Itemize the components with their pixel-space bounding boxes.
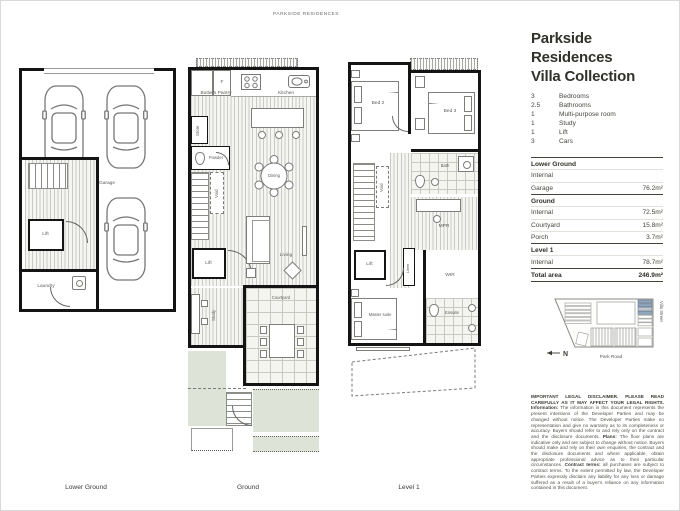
floorplan-lower-ground xyxy=(19,68,176,312)
caption-level1: Level 1 xyxy=(398,484,420,491)
mpr-desk xyxy=(416,199,461,212)
disclaimer-text: The information in this document represents the present intentions of the Developer Parties and may be changed without notice. The Developer Parties make no representation and give no warranty as to its completeness or accuracy. Buyers should refer to and rely only on the contract and the disclosure documents. xyxy=(531,405,664,439)
room-label-butlers-pantry: Butler's Pantry xyxy=(200,91,232,96)
room-label-laundry: Laundry xyxy=(37,284,55,289)
map-block xyxy=(615,328,636,346)
table-section-heading: Lower Ground xyxy=(531,157,663,169)
room-label-lift: Lift xyxy=(205,261,212,266)
linen-closet xyxy=(403,248,415,286)
washer-icon xyxy=(72,276,86,290)
room-label-courtyard: Courtyard xyxy=(271,295,291,300)
row-label: Courtyard xyxy=(531,221,560,229)
chair-icon xyxy=(297,350,304,358)
room-label-bed3: Bed 3 xyxy=(443,109,457,114)
stool-icon xyxy=(292,131,300,139)
exterior-wall xyxy=(410,70,481,73)
exterior-wall xyxy=(188,345,246,348)
row-value: 72.5m² xyxy=(642,209,663,217)
lift-shaft xyxy=(354,250,386,280)
room-label-wir: WIR xyxy=(445,273,455,278)
table-row xyxy=(531,219,663,231)
room-label-master: Master suite xyxy=(368,312,392,317)
north-arrow-icon xyxy=(547,351,568,358)
balcony-strip xyxy=(410,58,478,70)
row-label: Garage xyxy=(531,184,553,192)
chair-icon xyxy=(297,326,304,334)
room-label-void: Void xyxy=(213,189,219,199)
exterior-wall xyxy=(243,383,319,386)
table-row xyxy=(531,182,663,194)
table-section-heading: Level 1 xyxy=(531,243,663,255)
side-table xyxy=(246,268,256,278)
street-label-park-road: Park Road xyxy=(599,355,623,360)
sink-icon xyxy=(288,75,310,88)
basin-icon xyxy=(468,304,476,312)
caption-lower-ground: Lower Ground xyxy=(65,484,107,491)
row-value: 3.7m² xyxy=(646,234,663,242)
lift-shaft xyxy=(192,248,226,279)
study-desk xyxy=(191,294,200,334)
villa-row xyxy=(638,300,652,326)
disclaimer-text: all purchases are subject to contract terms. To the extent permitted by law, the Developer Parties expressly disclaim any liability for any loss or damage suffered as a result of a buyer's reliance on any information contained in this document. xyxy=(531,462,665,491)
cooktop-icon xyxy=(241,74,261,90)
room-label-bath: Bath xyxy=(440,163,450,168)
amenity-row xyxy=(531,112,666,119)
map-block xyxy=(638,338,652,346)
disclaimer-text: The floor plans are indicative only and are subject to change without notice. Buyers should make and rely on their own enquiries, the contract and the disclosure documents and where applicable, obtain appropriate professional advice as to their particular circumstances. xyxy=(531,433,664,468)
amenity-qty: 1 xyxy=(531,119,535,127)
floorplan-level1 xyxy=(348,58,481,400)
room-label-linen: Linen xyxy=(406,263,410,273)
disclaimer-keyword: Contract terms: xyxy=(564,462,601,468)
bathroom xyxy=(411,153,478,194)
exterior-wall xyxy=(478,70,481,346)
wardrobe xyxy=(415,76,425,88)
bedside-table xyxy=(351,289,359,297)
amenity-qty: 1 xyxy=(531,128,535,136)
interior-wall xyxy=(423,250,426,298)
amenity-label: Bedrooms xyxy=(559,93,590,100)
room-label-lift: Lift xyxy=(366,262,373,267)
room-label-kitchen: Kitchen xyxy=(278,91,294,96)
stairs xyxy=(353,163,375,241)
lawn-right xyxy=(253,389,319,432)
amenity-label: Multi-purpose room xyxy=(559,110,616,118)
bed-icon xyxy=(351,298,397,340)
document-title-line2: Villa Collection xyxy=(531,68,636,85)
roof-outline-dashed xyxy=(348,346,481,400)
stool-icon xyxy=(275,131,283,139)
stairs xyxy=(191,172,209,240)
store-room xyxy=(191,116,208,144)
row-label: Internal xyxy=(531,209,553,217)
amenity-label: Cars xyxy=(559,137,573,145)
tv-unit xyxy=(302,226,307,256)
table-row xyxy=(531,255,663,267)
basin-icon xyxy=(468,324,476,332)
table-section-heading: Ground xyxy=(531,194,663,206)
room-label-fridge: F xyxy=(220,80,224,85)
row-value: 15.8m² xyxy=(642,221,663,229)
shower-icon xyxy=(458,156,474,172)
amenity-row xyxy=(531,103,666,110)
wardrobe xyxy=(415,118,425,130)
porch xyxy=(191,428,233,451)
interior-wall xyxy=(22,269,99,272)
stairs xyxy=(28,163,68,189)
row-label: Porch xyxy=(531,234,549,242)
chair-icon xyxy=(433,215,441,223)
void-area xyxy=(210,172,224,214)
car-icon xyxy=(104,83,148,171)
interior-wall xyxy=(96,157,99,312)
chair-icon xyxy=(201,318,208,325)
outdoor-table-icon xyxy=(269,324,295,358)
floorplan-ground xyxy=(188,58,319,456)
street-label-villa-street: Villa Street xyxy=(659,301,664,322)
legal-disclaimer xyxy=(531,394,664,491)
amenity-label: Bathrooms xyxy=(559,101,591,109)
courtyard xyxy=(246,288,316,386)
amenity-qty: 3 xyxy=(531,93,535,100)
room-label-dining: Dining xyxy=(268,173,280,178)
garage-door xyxy=(44,68,154,74)
exterior-wall xyxy=(316,67,319,386)
row-value: 78.7m² xyxy=(642,258,663,266)
boundary-dashed-line xyxy=(188,388,246,389)
row-label: Internal xyxy=(531,258,553,266)
amenity-row xyxy=(531,94,666,101)
room-label-study: Study xyxy=(211,309,216,321)
amenity-label: Lift xyxy=(559,128,568,136)
table-total-row xyxy=(531,268,663,283)
room-label-store: Store xyxy=(195,125,200,136)
chair-icon xyxy=(260,350,267,358)
bedside-table xyxy=(351,70,360,78)
chair-icon xyxy=(201,300,208,307)
basin-icon xyxy=(431,178,439,186)
document-title xyxy=(531,29,671,86)
amenity-qty: 1 xyxy=(531,110,535,118)
room-label-lift: Lift xyxy=(42,232,49,237)
deck-strip xyxy=(196,58,298,67)
row-label: Internal xyxy=(531,172,553,180)
table-row xyxy=(531,231,663,243)
disclaimer-keyword: Information: xyxy=(531,405,559,411)
caption-ground: Ground xyxy=(237,484,259,491)
amenity-row xyxy=(531,139,666,146)
disclaimer-lead: IMPORTANT LEGAL DISCLAIMER. PLEASE READ CAREFULLY AS IT MAY AFFECT YOUR LEGAL RIGHTS. xyxy=(531,394,664,405)
interior-wall xyxy=(411,149,481,152)
amenity-label: Study xyxy=(559,119,576,127)
room-label-garage: Garage xyxy=(99,181,115,186)
row-value: 76.2m² xyxy=(642,184,663,192)
void-area xyxy=(376,166,389,208)
amenity-qty: 3 xyxy=(531,137,535,145)
chair-icon xyxy=(260,326,267,334)
table-row xyxy=(531,206,663,218)
area-schedule-table xyxy=(531,157,663,282)
page-header-title: PARKSIDE RESIDENCES xyxy=(273,12,339,17)
room-label-bed2: Bed 2 xyxy=(371,101,385,106)
map-block xyxy=(638,328,652,336)
room-label-void: Void xyxy=(379,183,384,193)
exterior-wall xyxy=(348,62,412,65)
total-value: 246.9m² xyxy=(638,271,663,279)
map-block xyxy=(591,328,613,346)
car-icon xyxy=(104,195,148,283)
amenity-qty: 2.5 xyxy=(531,101,541,109)
lawn-strip xyxy=(253,436,319,452)
island-bench xyxy=(251,108,304,128)
highlighted-unit xyxy=(638,304,652,307)
toilet-icon xyxy=(415,175,425,188)
stool-icon xyxy=(258,131,266,139)
total-label: Total area xyxy=(531,271,562,279)
ensuite xyxy=(426,298,478,343)
chair-icon xyxy=(260,338,267,346)
interior-wall xyxy=(408,62,411,134)
document-title-line1: Parkside Residences xyxy=(531,30,613,66)
room-label-powder: Powder xyxy=(208,155,224,160)
lift-shaft xyxy=(28,219,64,251)
bedside-table xyxy=(351,134,360,142)
disclaimer-keyword: Plans: xyxy=(602,433,617,439)
amenities-list xyxy=(531,94,666,148)
room-label-living: Living xyxy=(279,253,293,258)
north-label: N xyxy=(563,351,569,358)
room-label-ensuite: Ensuite xyxy=(445,310,459,315)
amenity-row xyxy=(531,130,666,137)
site-locator-map xyxy=(541,295,679,371)
door-arc xyxy=(50,287,70,307)
apartment-block xyxy=(597,302,635,324)
table-row xyxy=(531,169,663,181)
room-label-mpr: MPR xyxy=(438,224,450,229)
chair-icon xyxy=(297,338,304,346)
amenity-row xyxy=(531,121,666,128)
